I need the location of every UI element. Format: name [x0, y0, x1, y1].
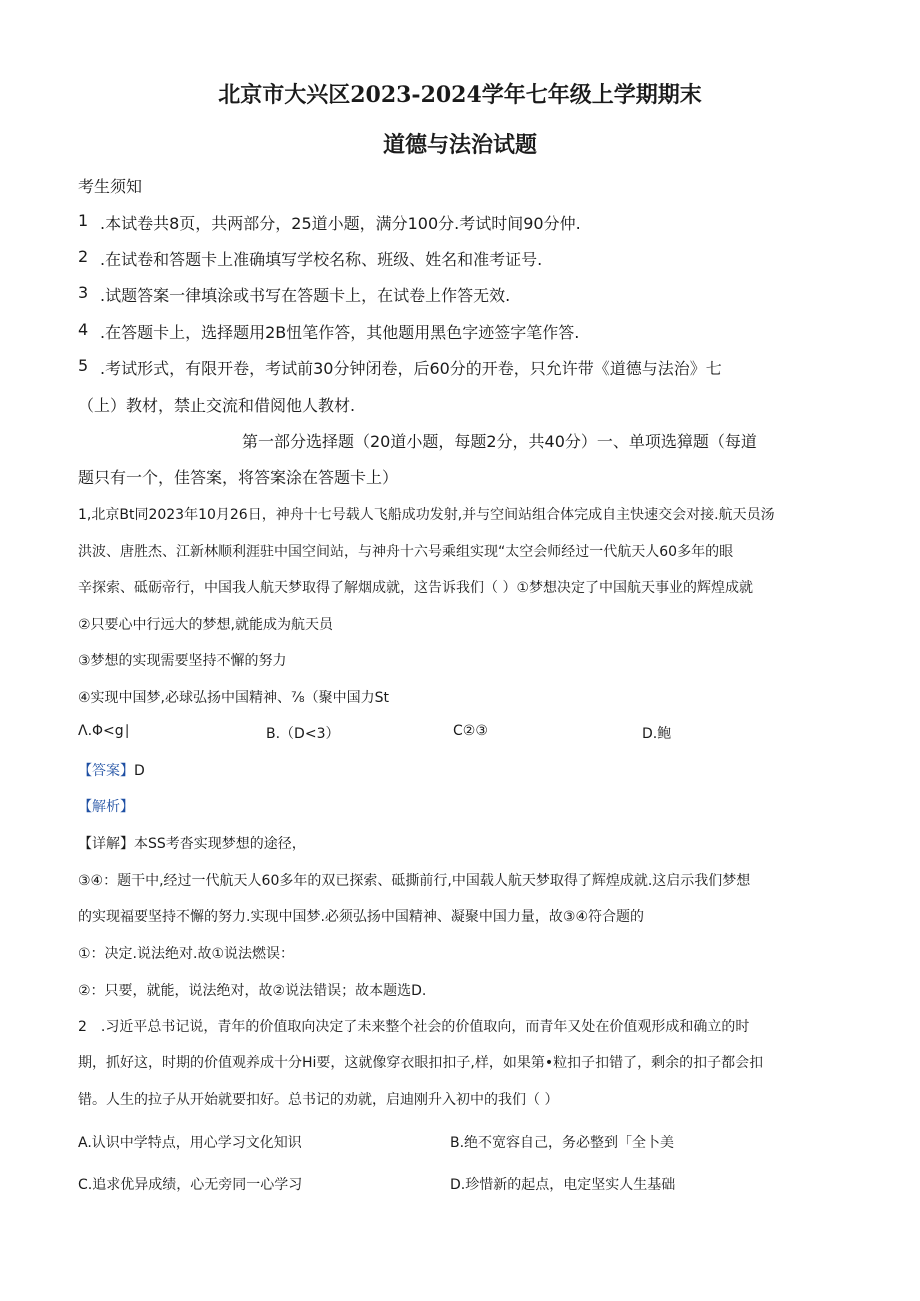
- q1-option-d: D.鲍: [642, 726, 672, 742]
- notice-num-5: 5: [78, 356, 89, 375]
- q1-statement-2: ②只要心中行远大的梦想,就能成为航天员: [78, 617, 333, 633]
- notice-item-1: .本试卷共8页，共两部分，25道小题，满分100分.考试时间90分仲.: [100, 214, 581, 233]
- notice-num-2: 2: [78, 247, 89, 266]
- q2-stem-line3: 错。人生的拉子从开始就要扣好。总书记的劝就，启迪刚升入初中的我们（ ）: [78, 1092, 559, 1108]
- notice-item-5-continued: （上）教材，禁止交流和借阅他人教材.: [78, 396, 356, 415]
- answer-tag: 【答案】: [78, 763, 134, 779]
- q1-option-c: C②③: [453, 723, 488, 739]
- q2-option-b: B.绝不宽容自己，务必整到「全卜美: [450, 1135, 675, 1151]
- notice-item-5: .考试形式，有限开卷，考试前30分钟闭卷，后60分的开卷，只允许带《道德与法治》七: [100, 359, 722, 378]
- q1-option-a: Λ.Φ<g∣: [78, 723, 131, 739]
- notice-item-2: .在试卷和答题卡上准确填写学校名称、班级、姓名和准考证号.: [100, 250, 543, 269]
- q1-stem-line2: 洪波、唐胜杰、江新林顺利涯驻中国空间站，与神舟十六号乘组实现“太空会师经过一代航天人60多年的眼: [78, 544, 734, 560]
- notice-item-4: .在答题卡上，选择题用2B忸笔作答，其他题用黑色字迹签字笔作答.: [100, 323, 580, 342]
- q1-stem-line1: 1,北京Bt同2023年10月26日，神舟十七号载人飞船成功发射,并与空间站组合体完成自主快速交会对接.航天员汤: [78, 507, 775, 523]
- q1-answer: [78, 760, 145, 780]
- q1-detail-line1: 【详解】本SS考沓实现梦想的途径，: [78, 836, 306, 852]
- q2-option-c: C.追求优异成绩，心无旁同一心学习: [78, 1177, 303, 1193]
- notice-heading: 考生须知: [78, 177, 143, 196]
- answer-value: D: [134, 763, 145, 779]
- page-title-line1: 北京市大兴区2023-2024学年七年级上学期期末: [218, 82, 702, 108]
- page-title-line2: 道德与法治试题: [382, 132, 537, 158]
- q1-detail-line3: 的实现福要坚持不懈的努力.实现中国梦.必须弘扬中国精神、凝聚中国力量，故③④符合题的: [78, 909, 644, 925]
- notice-num-3: 3: [78, 283, 89, 302]
- section-heading-line2: 题只有一个，佳答案，将答案涂在答题卡上）: [78, 468, 399, 487]
- section-heading-line1: 第一部分选择题（20道小题，每题2分，共40分）一、单项选獐题（每道: [242, 432, 757, 451]
- analysis-tag: 【解析】: [78, 799, 134, 815]
- q2-stem-line1: 2 .习近平总书记说，青年的价值取向决定了未来整个社会的价值取向，而青年又处在价值观形成和确立的时: [78, 1019, 750, 1035]
- q1-statement-4: ④实现中国梦,必球弘扬中国精神、⅞（聚中国力St: [78, 690, 389, 706]
- q2-option-a: A.认识中学特点，用心学习文化知识: [78, 1135, 302, 1151]
- q1-stem-line3: 辛探索、砥砺帝行，中国我人航天梦取得了解烟成就，这告诉我们（ ）①梦想决定了中国航天事业的辉煌成就: [78, 580, 753, 596]
- q1-option-b: B.（D<3）: [266, 726, 340, 742]
- notice-item-3: .试题答案一律填涂或书写在答题卡上，在试卷上作答无效.: [100, 286, 511, 305]
- notice-num-4: 4: [78, 320, 89, 339]
- q2-stem-line2: 期，抓好这，时期的价值观养成十分Hi要，这就像穿衣眼扣扣子,样，如果第•粒扣子扣错了，剩余的扣子都会扣: [78, 1055, 764, 1071]
- q1-detail-line4: ①：决定.说法绝对.故①说法燃误：: [78, 946, 295, 962]
- q2-option-d: D.珍惜新的起点，电定坚实人生基础: [450, 1177, 676, 1193]
- notice-num-1: 1: [78, 211, 89, 230]
- q1-detail-line5: ②：只要，就能，说法绝对，故②说法错误；故本题选D.: [78, 983, 427, 999]
- q1-statement-3: ③梦想的实现需要坚持不懈的努力: [78, 653, 287, 669]
- q1-detail-line2: ③④：题干中,经过一代航天人60多年的双已探索、砥撕前行,中国载人航天梦取得了辉煌成就.这启示我们梦想: [78, 873, 751, 889]
